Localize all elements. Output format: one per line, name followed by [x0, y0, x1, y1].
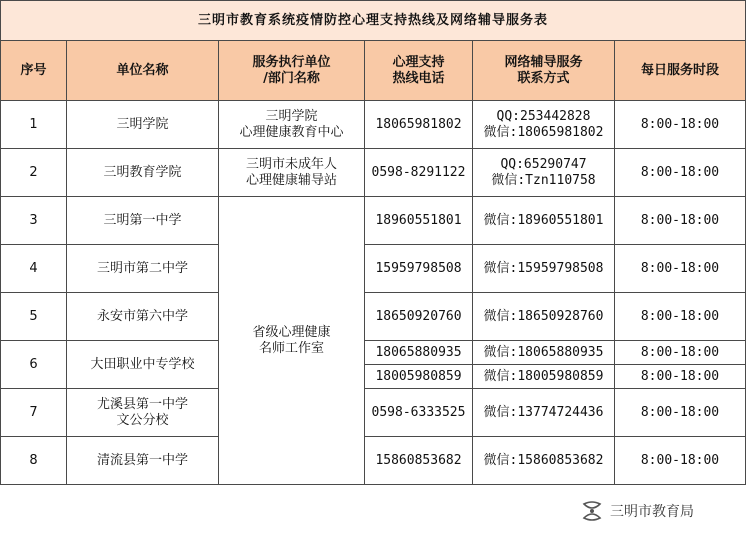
cell-network-line: 微信:15959798508 — [483, 260, 604, 276]
cell-network-line: 微信:18005980859 — [483, 368, 604, 384]
header-exec-line: /部门名称 — [263, 70, 320, 86]
cell-unit — [67, 341, 219, 389]
cell-no-line: 5 — [29, 308, 38, 324]
watermark-text: 三明市教育局 — [610, 504, 694, 520]
header-network-line: 联系方式 — [517, 70, 570, 86]
cell-no — [1, 293, 67, 341]
cell-network — [473, 197, 615, 245]
header-no-line: 序号 — [20, 62, 47, 78]
cell-network-line: 微信:15860853682 — [483, 452, 604, 468]
cell-hours — [615, 149, 746, 197]
header-network — [473, 41, 615, 101]
cell-hours-line: 8:00-18:00 — [640, 260, 720, 276]
cell-network-line: 微信:18960551801 — [483, 212, 604, 228]
cell-no-line: 1 — [29, 116, 38, 132]
header-hotline-line: 热线电话 — [392, 70, 445, 86]
cell-no — [1, 149, 67, 197]
cell-hours — [615, 101, 746, 149]
header-no — [1, 41, 67, 101]
cell-exec-line: 心理健康教育中心 — [239, 124, 344, 140]
cell-hours-line: 8:00-18:00 — [640, 404, 720, 420]
cell-network-line: 微信:13774724436 — [483, 404, 604, 420]
cell-hotline-line: 18065981802 — [375, 116, 462, 132]
cell-network-line: 微信:18650928760 — [483, 308, 604, 324]
header-hours-line: 每日服务时段 — [641, 62, 720, 78]
table-row — [1, 149, 746, 197]
cell-unit-line: 三明市第二中学 — [96, 260, 188, 276]
cell-hours-line: 8:00-18:00 — [640, 212, 720, 228]
header-exec-line: 服务执行单位 — [252, 54, 331, 70]
cell-unit-line: 三明学院 — [116, 116, 169, 132]
cell-unit-line: 永安市第六中学 — [96, 308, 188, 324]
cell-unit-line: 尤溪县第一中学 — [96, 396, 188, 412]
cell-no-line: 7 — [29, 404, 38, 420]
cell-hours — [615, 389, 746, 437]
cell-hotline — [365, 197, 473, 245]
cell-network — [473, 341, 615, 365]
cell-network-line: QQ:253442828 — [496, 108, 591, 124]
cell-exec-shared-line: 名师工作室 — [258, 340, 324, 356]
cell-hotline — [365, 437, 473, 485]
cell-exec-line: 心理健康辅导站 — [245, 172, 337, 188]
cell-hotline-line: 0598-6333525 — [371, 404, 466, 420]
watermark — [580, 498, 745, 524]
cell-hotline — [365, 365, 473, 389]
cell-hours-line: 8:00-18:00 — [640, 308, 720, 324]
cell-exec-line: 三明市未成年人 — [245, 156, 337, 172]
cell-network-line: 微信:18065880935 — [483, 344, 604, 360]
cell-no-line: 3 — [29, 212, 38, 228]
cell-unit — [67, 437, 219, 485]
cell-unit-line: 清流县第一中学 — [96, 452, 188, 468]
cell-no — [1, 437, 67, 485]
cell-hotline-line: 18960551801 — [375, 212, 462, 228]
cell-hotline-line: 15959798508 — [375, 260, 462, 276]
cell-no — [1, 197, 67, 245]
cell-hotline — [365, 389, 473, 437]
cell-unit — [67, 293, 219, 341]
cell-hours-line: 8:00-18:00 — [640, 116, 720, 132]
cell-hours — [615, 365, 746, 389]
header-hotline-line: 心理支持 — [392, 54, 445, 70]
cell-network — [473, 389, 615, 437]
header-unit — [67, 41, 219, 101]
cell-hours — [615, 245, 746, 293]
cell-exec-line: 三明学院 — [265, 108, 318, 124]
table-row — [1, 293, 746, 341]
cell-unit — [67, 389, 219, 437]
header-unit-line: 单位名称 — [116, 62, 169, 78]
cell-unit-line: 三明教育学院 — [103, 164, 182, 180]
cell-network — [473, 245, 615, 293]
cell-hours-line: 8:00-18:00 — [640, 344, 720, 360]
cell-hours-line: 8:00-18:00 — [640, 164, 720, 180]
table-row — [1, 341, 746, 365]
cell-exec-shared-line: 省级心理健康 — [252, 324, 331, 340]
cell-hotline — [365, 293, 473, 341]
table-row — [1, 389, 746, 437]
cell-exec — [219, 149, 365, 197]
cell-network-line: QQ:65290747 — [500, 156, 587, 172]
cell-unit-line: 文公分校 — [116, 412, 169, 428]
cell-no — [1, 389, 67, 437]
cell-hours — [615, 341, 746, 365]
cell-unit — [67, 149, 219, 197]
cell-hotline-line: 0598-8291122 — [371, 164, 466, 180]
cell-no-line: 8 — [29, 452, 38, 468]
cell-unit — [67, 197, 219, 245]
cell-network — [473, 101, 615, 149]
table-row — [1, 101, 746, 149]
cell-exec — [219, 101, 365, 149]
cell-hotline-line: 18650920760 — [375, 308, 462, 324]
cell-no — [1, 245, 67, 293]
header-row — [1, 41, 746, 101]
cell-network — [473, 365, 615, 389]
table-title-line: 三明市教育系统疫情防控心理支持热线及网络辅导服务表 — [198, 12, 549, 28]
cell-network — [473, 293, 615, 341]
cell-hours-line: 8:00-18:00 — [640, 368, 720, 384]
cell-hours-line: 8:00-18:00 — [640, 452, 720, 468]
wechat-account-icon — [580, 499, 604, 523]
cell-unit — [67, 245, 219, 293]
cell-hours — [615, 437, 746, 485]
cell-hotline — [365, 149, 473, 197]
header-network-line: 网络辅导服务 — [504, 54, 583, 70]
cell-hotline — [365, 245, 473, 293]
cell-hotline — [365, 101, 473, 149]
table-row — [1, 437, 746, 485]
cell-no-line: 4 — [29, 260, 38, 276]
cell-no — [1, 341, 67, 389]
title-row — [1, 1, 746, 41]
cell-network-line: 微信:18065981802 — [483, 124, 604, 140]
cell-unit-line: 三明第一中学 — [103, 212, 182, 228]
cell-exec-shared — [219, 197, 365, 485]
header-exec — [219, 41, 365, 101]
cell-network-line: 微信:Tzn110758 — [491, 172, 596, 188]
table-row — [1, 245, 746, 293]
header-hotline — [365, 41, 473, 101]
table-title — [1, 1, 746, 41]
header-hours — [615, 41, 746, 101]
cell-unit-line: 大田职业中专学校 — [90, 356, 195, 372]
cell-no-line: 6 — [29, 356, 38, 372]
cell-hotline-line: 18065880935 — [375, 344, 462, 360]
cell-network — [473, 437, 615, 485]
cell-hotline-line: 15860853682 — [375, 452, 462, 468]
cell-hotline — [365, 341, 473, 365]
cell-no-line: 2 — [29, 164, 38, 180]
table-row — [1, 197, 746, 245]
cell-network — [473, 149, 615, 197]
cell-hours — [615, 293, 746, 341]
cell-hours — [615, 197, 746, 245]
cell-hotline-line: 18005980859 — [375, 368, 462, 384]
cell-no — [1, 101, 67, 149]
cell-unit — [67, 101, 219, 149]
